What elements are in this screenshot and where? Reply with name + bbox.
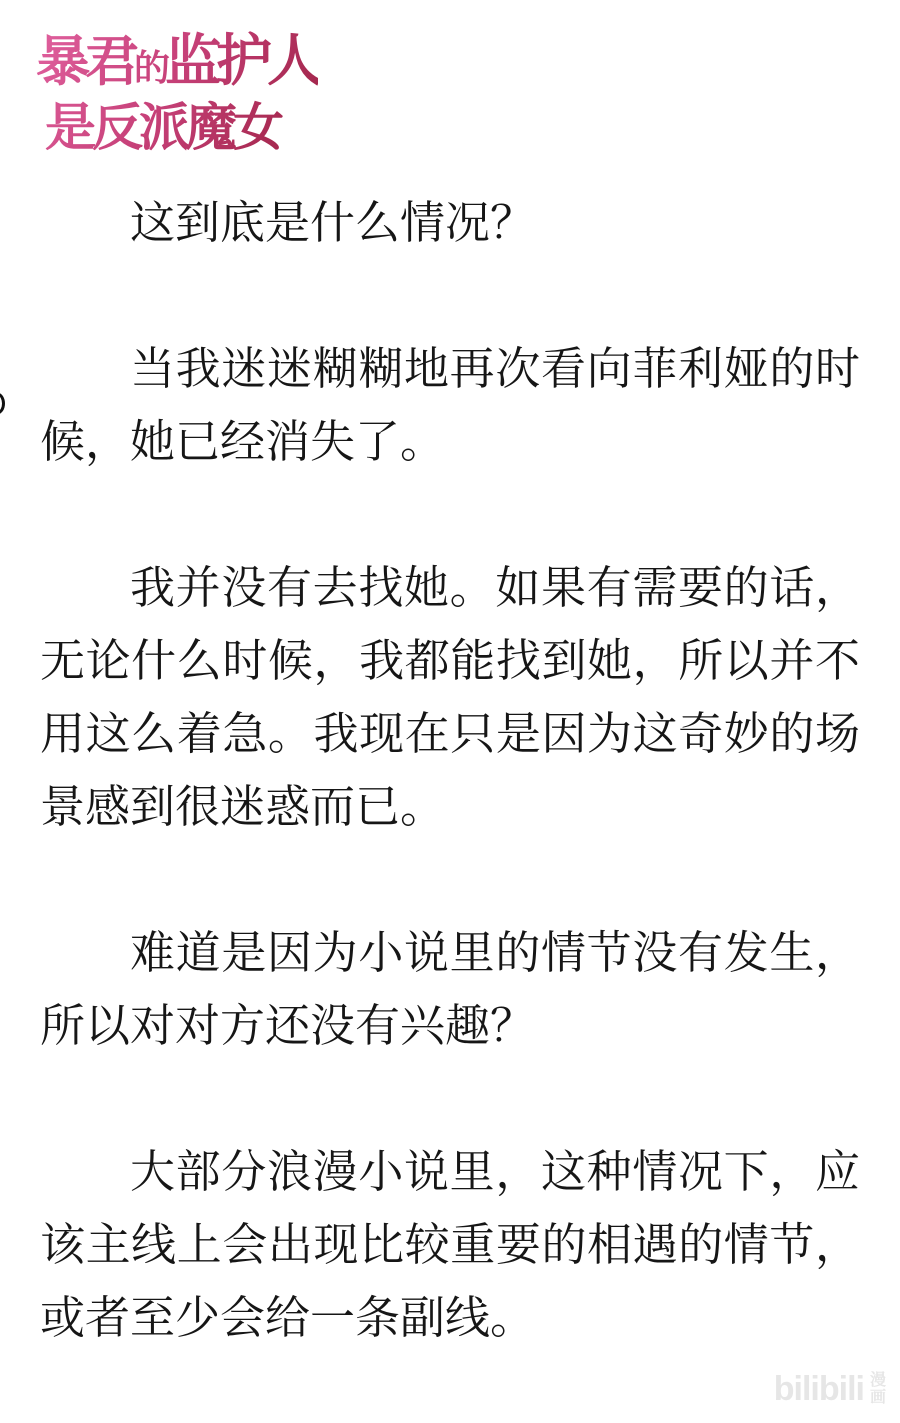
bilibili-wordmark: bilibili [773,1370,864,1408]
novel-paragraph: 我并没有去找她。如果有需要的话，无论什么时候，我都能找到她，所以并不用这么着急。我现在只是因为这奇妙的场景感到很迷惑而已。 [40,562,860,832]
series-logo-part-2: 的 [134,48,166,88]
bilibili-watermark [774,1372,886,1406]
novel-paragraph: 这到底是什么情况？ [130,197,536,248]
panel-edge-arc-mark [0,393,5,414]
bilibili-manhua-label [870,1372,886,1406]
series-logo-part-1: 暴君 [36,32,134,92]
bilibili-manhua-char-top: 漫 [869,1372,886,1389]
series-logo-part-3: 监护人 [165,31,319,93]
novel-paragraph: 难道是因为小说里的情节没有发生，所以对对方还没有兴趣？ [40,927,860,1051]
novel-text-block [40,186,860,1354]
novel-paragraph: 当我迷迷糊糊地再次看向菲利娅的时候，她已经消失了。 [40,343,860,467]
series-logo-line-1 [36,30,318,100]
series-logo-line-2: 是反派魔女 [45,101,281,157]
series-logo [36,30,318,158]
novel-paragraph: 大部分浪漫小说里，这种情况下，应该主线上会出现比较重要的相遇的情节，或者至少会给一条副线。 [40,1146,860,1343]
bilibili-manhua-char-bottom: 画 [869,1389,886,1406]
